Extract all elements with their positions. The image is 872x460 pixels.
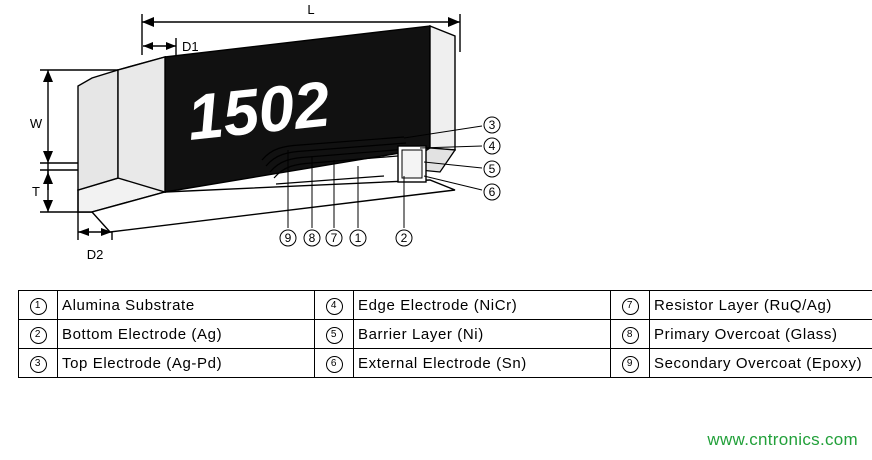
dimension-D1 [143,38,176,58]
circled-number: 5 [326,327,343,344]
label-W: W [29,116,43,131]
callout-1: 1 [354,231,362,245]
callout-9: 9 [284,231,292,245]
legend-num-cell [611,291,650,320]
callout-4: 4 [488,139,496,153]
chip-marking: 1502 [183,67,334,154]
legend-num-cell [315,291,354,320]
table-row [19,291,872,320]
circled-number: 2 [30,327,47,344]
legend-label-primary-overcoat: Primary Overcoat (Glass) [650,320,872,349]
label-D2: D2 [86,247,104,262]
circled-number: 1 [30,298,47,315]
label-T: T [32,184,40,199]
label-D1: D1 [182,39,199,54]
legend-label-top-electrode: Top Electrode (Ag-Pd) [58,349,315,378]
legend-num-cell [19,320,58,349]
circled-number: 7 [622,298,639,315]
arrow-up-T [43,172,53,184]
arrow-up-W [43,70,53,82]
callout-2: 2 [400,231,408,245]
table-row [19,320,872,349]
callout-6: 6 [488,185,496,199]
legend-label-secondary-overcoat: Secondary Overcoat (Epoxy) [650,349,872,378]
legend-table [18,290,872,378]
arrow-left-D1 [143,42,153,50]
label-L: L [307,2,315,17]
arrow-left-D2 [78,228,89,236]
callouts-bottom [280,230,412,246]
callout-5: 5 [488,162,496,176]
arrow-down-W [43,151,53,163]
legend-label-alumina-substrate: Alumina Substrate [58,291,315,320]
circled-number: 9 [622,356,639,373]
legend-label-barrier-layer: Barrier Layer (Ni) [354,320,611,349]
arrow-left-L [142,17,154,27]
circled-number: 6 [326,356,343,373]
legend-label-edge-electrode: Edge Electrode (NiCr) [354,291,611,320]
callouts-right [484,117,500,200]
circled-number: 4 [326,298,343,315]
arrow-right-D1 [166,42,176,50]
site-watermark: www.cntronics.com [707,430,858,449]
arrow-down-T [43,200,53,212]
callout-3: 3 [488,118,496,132]
legend-label-external-electrode: External Electrode (Sn) [354,349,611,378]
legend-num-cell [19,349,58,378]
legend-label-resistor-layer: Resistor Layer (RuQ/Ag) [650,291,872,320]
table-row [19,349,872,378]
legend-num-cell [611,349,650,378]
legend-label-bottom-electrode: Bottom Electrode (Ag) [58,320,315,349]
legend-num-cell [19,291,58,320]
legend-num-cell [315,320,354,349]
callout-8: 8 [308,231,316,245]
chip-marking-group [184,67,333,153]
legend-num-cell [611,320,650,349]
circled-number: 3 [30,356,47,373]
legend-num-cell [315,349,354,378]
circled-number: 8 [622,327,639,344]
arrow-right-L [448,17,460,27]
callout-7: 7 [330,231,338,245]
